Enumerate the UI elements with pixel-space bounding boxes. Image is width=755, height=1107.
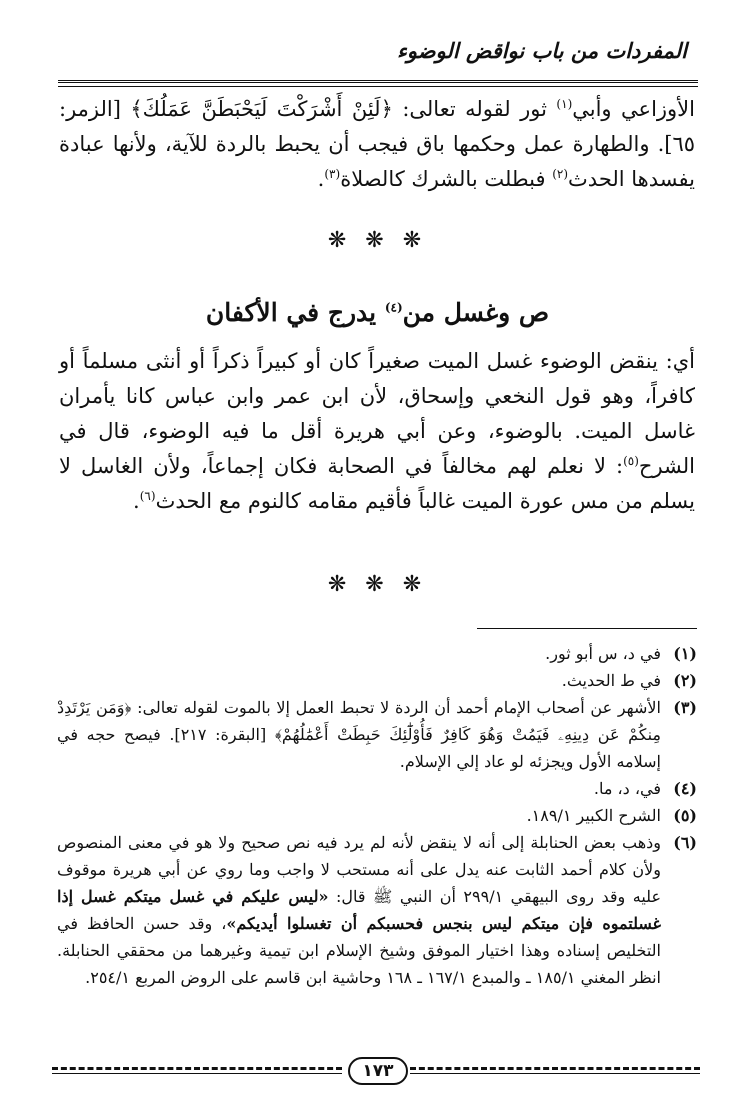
footnote-number: (١) (673, 644, 697, 663)
footnote-text: في، د، ما. (593, 779, 661, 798)
footnote-rule (477, 628, 697, 629)
paragraph-2-text-b: : لا نعلم لهم مخالفاً في الصحابة فكان إجماعاً، ولأن الغاسل لا يسلم من مس عورة الميت غالباً فأقيم مقامه كالنوم مع الحدث (59, 454, 695, 513)
header-rule (58, 80, 698, 87)
footnote-text (57, 829, 661, 991)
footnote-text: الشرح الكبير ١٨٩/١. (526, 806, 661, 825)
paragraph-1-text-d: . (317, 167, 325, 191)
footnote-ref-2: (٢) (552, 167, 569, 181)
paragraph-1-text-a: الأوزاعي وأبي (572, 97, 695, 121)
separator-stars-2: ❋ ❋ ❋ (327, 572, 428, 597)
footnote-ref-4: (٤) (384, 300, 403, 315)
footnote-1 (57, 640, 697, 667)
hadith-quote: «ليس عليكم في غسل ميتكم غسل إذا غسلتموه فإن ميتكم ليس بنجس فحسبكم أن تغسلوا أيديكم» (57, 887, 661, 933)
footnote-6 (57, 829, 697, 991)
paragraph-1 (59, 92, 695, 197)
page-footer (52, 1057, 700, 1087)
footnote-ref-3: (٣) (324, 167, 341, 181)
footer-rule-left-thin (52, 1073, 342, 1074)
footer-rule-right-thin (410, 1073, 700, 1074)
footnote-number: (٢) (673, 671, 697, 690)
footnote-number: (٤) (673, 779, 697, 798)
footer-rule-left (52, 1067, 342, 1070)
footnote-ref-6: (٦) (139, 489, 156, 503)
footnote-6-text-a: وذهب بعض الحنابلة إلى أنه لا ينقض لأنه لم يرد فيه نص صحيح ولا هو في معنى المنصوص ولأن كلام أحمد الثابت عنه يدل على أنه مستحب لا واجب وما روي عن أبي هريرة موقوف عليه وقد روى البيهقي ٢٩٩/١ أن النبي ﷺ قال: (57, 833, 662, 906)
separator-stars-1: ❋ ❋ ❋ (327, 228, 428, 253)
running-title: المفردات من باب نواقض الوضوء (397, 38, 687, 63)
footnote-text: في ط الحديث. (561, 671, 661, 690)
footnote-text: الأشهر عن أصحاب الإمام أحمد أن الردة لا تحبط العمل إلا بالموت لقوله تعالى: ﴿وَمَن يَرْتَدِدْ مِنكُمْ عَن دِينِهِۦ فَيَمُتْ وَهُوَ كَافِرٌ فَأُوْلَٰٓئِكَ حَبِطَتْ أَعْمَٰلُهُمْ﴾ [البقرة: ٢١٧]. فيصح حجه في إسلامه الأول ويجزئه لو عاد إلي الإسلام. (57, 698, 661, 771)
footnotes (57, 640, 697, 991)
footnote-number: (٣) (673, 698, 697, 717)
footnote-2 (57, 667, 697, 694)
heading-text-b: يدرج في الأكفان (205, 298, 385, 327)
footnote-ref-5: (٥) (623, 454, 639, 468)
footnote-6-text-b: ، وقد حسن الحافظ في التخليص إسناده وهذا اختيار الموفق وشيخ الإسلام ابن تيمية وغيرهما من محققي الحنابلة. انظر المغني ١٨٥/١ ـ والمبدع ١٦٧/١ ـ ١٦٨ وحاشية ابن قاسم على الروض المربع ٢٥٤/١. (57, 914, 661, 987)
page-number: ١٧٣ (348, 1057, 408, 1085)
paragraph-2-text-c: . (133, 489, 140, 513)
paragraph-1-text-c: فبطلت بالشرك كالصلاة (340, 167, 553, 191)
footer-rule-right (410, 1067, 700, 1070)
heading-text-a: ص وغسل من (402, 298, 550, 327)
footnote-text: في د، س أبو ثور. (545, 644, 661, 663)
footnote-number: (٥) (673, 806, 697, 825)
paragraph-2-text-a: أي: ينقض الوضوء غسل الميت صغيراً كان أو كبيراً ذكراً أو أنثى مسلماً أو كافراً، وهو قول النخعي وإسحاق، لأن ابن عمر وابن عباس كانا يأمران غاسل الميت. بالوضوء، وعن أبي هريرة أقل ما فيه الوضوء، قال في الشرح (59, 349, 696, 478)
footnote-ref-1: (١) (556, 97, 573, 111)
section-heading (0, 298, 755, 327)
footnote-5 (57, 802, 697, 829)
footnote-4 (57, 775, 697, 802)
footnote-number: (٦) (673, 833, 697, 852)
paragraph-1-text-b: ثور لقوله تعالى: ﴿لَئِنْ أَشْرَكْتَ لَيَحْبَطَنَّ عَمَلُكَ﴾ [الزمر: ٦٥]. والطهارة عمل وحكمها باق فيجب أن يحبط بالردة للآية، ولأنها عبادة يفسدها الحدث (59, 97, 695, 191)
footnote-3 (57, 694, 697, 775)
paragraph-2 (59, 344, 695, 519)
